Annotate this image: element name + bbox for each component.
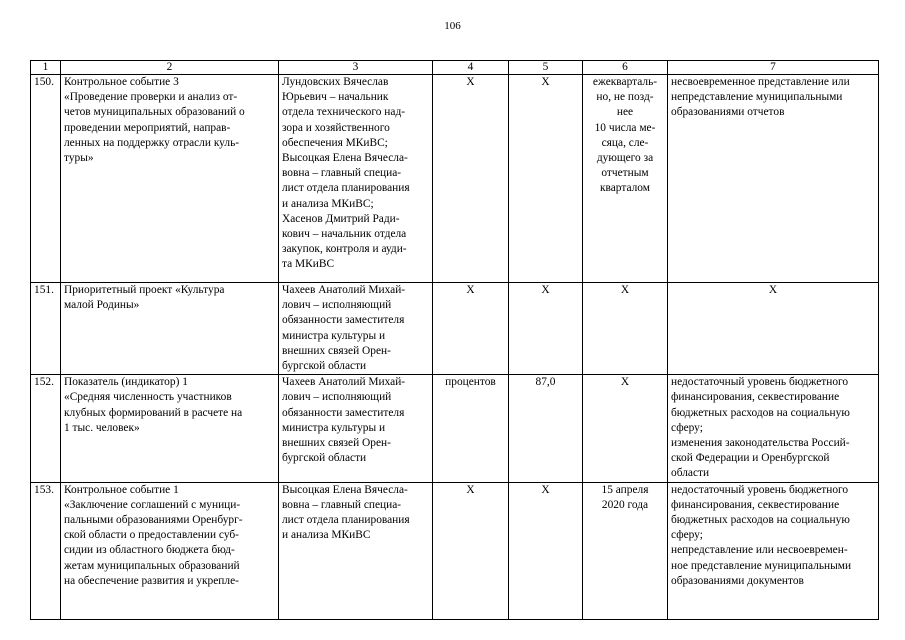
row-unit: Х	[433, 482, 509, 619]
row-unit: Х	[433, 75, 509, 283]
table-row	[31, 375, 879, 482]
page-number: 106	[444, 20, 461, 32]
column-number: 1	[31, 61, 61, 75]
row-name: Показатель (индикатор) 1 «Средняя численность участников клубных формирований в расчете на 1 тыс. человек»	[61, 375, 279, 482]
row-responsible: Высоцкая Елена Вячесла- вовна – главный специа- лист отдела планирования и анализа МКиВС	[279, 482, 433, 619]
row-value: Х	[509, 283, 583, 375]
table-row	[31, 482, 879, 619]
row-number: 151.	[31, 283, 61, 375]
column-number-row	[31, 61, 879, 75]
row-deadline: 15 апреля 2020 года	[583, 482, 668, 619]
table-row	[31, 75, 879, 283]
column-number: 5	[509, 61, 583, 75]
row-number: 152.	[31, 375, 61, 482]
row-value: Х	[509, 482, 583, 619]
row-deadline: Х	[583, 375, 668, 482]
column-number: 6	[583, 61, 668, 75]
row-deadline: Х	[583, 283, 668, 375]
column-number: 2	[61, 61, 279, 75]
column-number: 7	[668, 61, 879, 75]
column-number: 3	[279, 61, 433, 75]
row-name: Контрольное событие 1 «Заключение соглашений с муници- пальными образованиями Оренбург- ской области о предоставлении суб- сидии из областного бюджета бюд- жетам муниципальных образований на обеспечение развития и укрепле-	[61, 482, 279, 619]
row-risks: недостаточный уровень бюджетного финансирования, секвестирование бюджетных расходов на социальную сферу; непредставление или несвоевремен- ное представление муниципальными образованиями документов	[668, 482, 879, 619]
row-unit: процентов	[433, 375, 509, 482]
row-responsible: Лундовских Вячеслав Юрьевич – начальник отдела технического над- зора и хозяйственного обеспечения МКиВС; Высоцкая Елена Вячесла- вовна – главный специа- лист отдела планирования и анализа МКиВС; Хасенов Дмитрий Ради- кович – начальник отдела закупок, контроля и ауди- та МКиВС	[279, 75, 433, 283]
document-table	[30, 60, 879, 620]
row-value: Х	[509, 75, 583, 283]
table-row	[31, 283, 879, 375]
row-responsible: Чахеев Анатолий Михай- лович – исполняющий обязанности заместителя министра культуры и внешних связей Орен- бургской области	[279, 283, 433, 375]
row-risks: недостаточный уровень бюджетного финансирования, секвестирование бюджетных расходов на социальную сферу; изменения законодательства Россий- ской Федерации и Оренбургской области	[668, 375, 879, 482]
row-responsible: Чахеев Анатолий Михай- лович – исполняющий обязанности заместителя министра культуры и внешних связей Орен- бургской области	[279, 375, 433, 482]
row-number: 150.	[31, 75, 61, 283]
row-risks: Х	[668, 283, 879, 375]
column-number: 4	[433, 61, 509, 75]
row-name: Контрольное событие 3 «Проведение проверки и анализ от- четов муниципальных образований о проведении мероприятий, направ- ленных на поддержку отрасли куль- туры»	[61, 75, 279, 283]
row-number: 153.	[31, 482, 61, 619]
row-deadline: ежекварталь- но, не позд- нее 10 числа ме- сяца, сле- дующего за отчетным кварталом	[583, 75, 668, 283]
row-risks: несвоевременное представление или непредставление муниципальными образованиями отчетов	[668, 75, 879, 283]
row-unit: Х	[433, 283, 509, 375]
row-name: Приоритетный проект «Культура малой Родины»	[61, 283, 279, 375]
row-value: 87,0	[509, 375, 583, 482]
